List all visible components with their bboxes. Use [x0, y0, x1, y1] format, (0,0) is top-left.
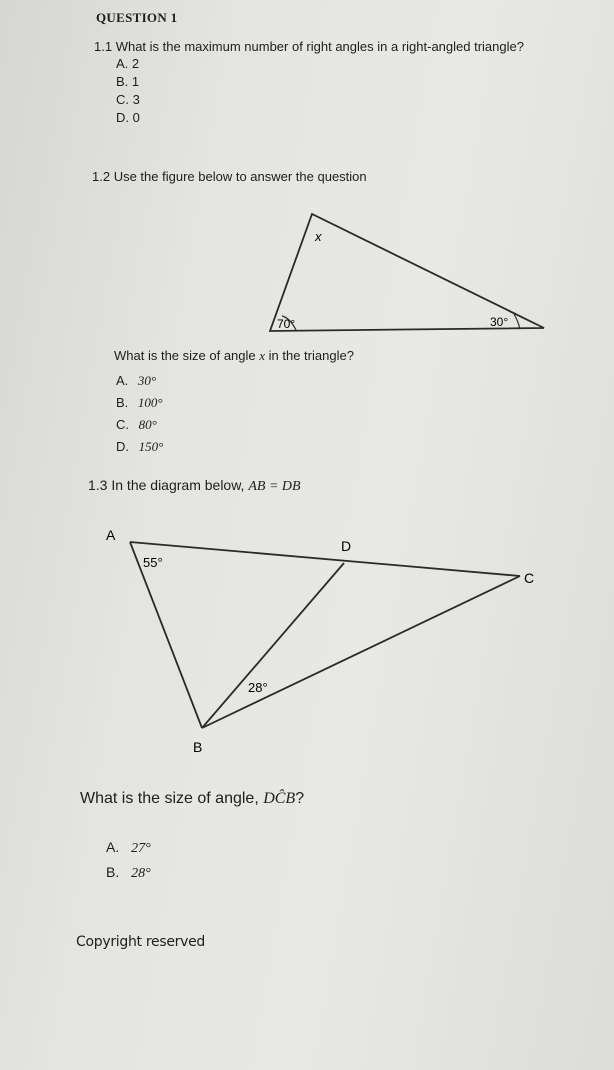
triangle-figure	[270, 214, 544, 331]
angle-a-label: 55°	[143, 555, 163, 570]
q2-option-d-value: 150°	[138, 439, 164, 454]
segment-ab	[130, 542, 202, 728]
q1-number: 1.1	[94, 39, 113, 54]
q3-number: 1.3	[88, 477, 108, 493]
label-a: A	[106, 527, 116, 543]
angle-30-label: 30°	[490, 315, 509, 329]
q1-option-d: D. 0	[116, 110, 140, 125]
q3-condition: AB = DB	[248, 479, 301, 494]
q2-option-c-letter: C.	[116, 417, 129, 432]
q2-instruction: Use the figure below to answer the question	[113, 169, 367, 184]
q3-text	[88, 477, 301, 495]
q2-prompt-end: in the triangle?	[265, 348, 354, 363]
q2-option-b-letter: B.	[116, 395, 129, 410]
q2-option-c	[116, 417, 157, 433]
angle-b-label: 28°	[248, 680, 268, 695]
question-heading: QUESTION 1	[96, 10, 178, 25]
q3-instruction: In the diagram below,	[111, 477, 249, 493]
q2-option-d-letter: D.	[116, 439, 129, 454]
q2-option-b	[116, 395, 163, 411]
q3-prompt-angle: DĈB	[263, 790, 296, 807]
diagram-abcd	[106, 527, 534, 755]
angle-x-label: x	[315, 229, 322, 244]
q1-question: What is the maximum number of right angles in a right-angled triangle?	[115, 39, 524, 54]
q3-option-b-letter: B.	[106, 864, 120, 880]
q2-prompt	[114, 348, 354, 364]
angle-70-label: 70°	[277, 317, 296, 331]
q2-option-a-value: 30°	[137, 373, 157, 388]
q2-option-c-value: 80°	[138, 417, 157, 432]
q2-number: 1.2	[92, 169, 111, 184]
q3-option-a	[106, 839, 151, 857]
q2-option-a	[116, 373, 156, 389]
label-d: D	[341, 538, 352, 554]
q3-prompt-end: ?	[295, 790, 305, 807]
q3-option-b-value: 28°	[131, 866, 151, 881]
q3-prompt	[80, 790, 304, 808]
copyright-footer: Copyright reserved	[76, 934, 205, 950]
q3-prompt-start: What is the size of angle,	[80, 790, 264, 807]
q2-prompt-start: What is the size of angle	[114, 348, 260, 363]
segment-bd	[202, 563, 344, 728]
label-b: B	[193, 739, 203, 755]
q2-prompt-variable: x	[259, 348, 266, 363]
q1-option-a: A. 2	[116, 56, 140, 71]
segment-ac	[130, 542, 520, 576]
label-c: C	[524, 570, 535, 586]
segment-bc	[202, 576, 520, 728]
q2-option-b-value: 100°	[137, 395, 163, 410]
q2-option-a-letter: A.	[116, 373, 129, 388]
q2-option-d	[116, 439, 163, 455]
triangle-shape	[270, 214, 544, 331]
q1-option-c: C. 3	[116, 92, 140, 107]
q3-option-a-value: 27°	[131, 841, 151, 856]
q3-option-a-letter: A.	[106, 839, 120, 855]
q1-option-b: B. 1	[116, 74, 140, 89]
q3-option-b	[106, 864, 151, 882]
